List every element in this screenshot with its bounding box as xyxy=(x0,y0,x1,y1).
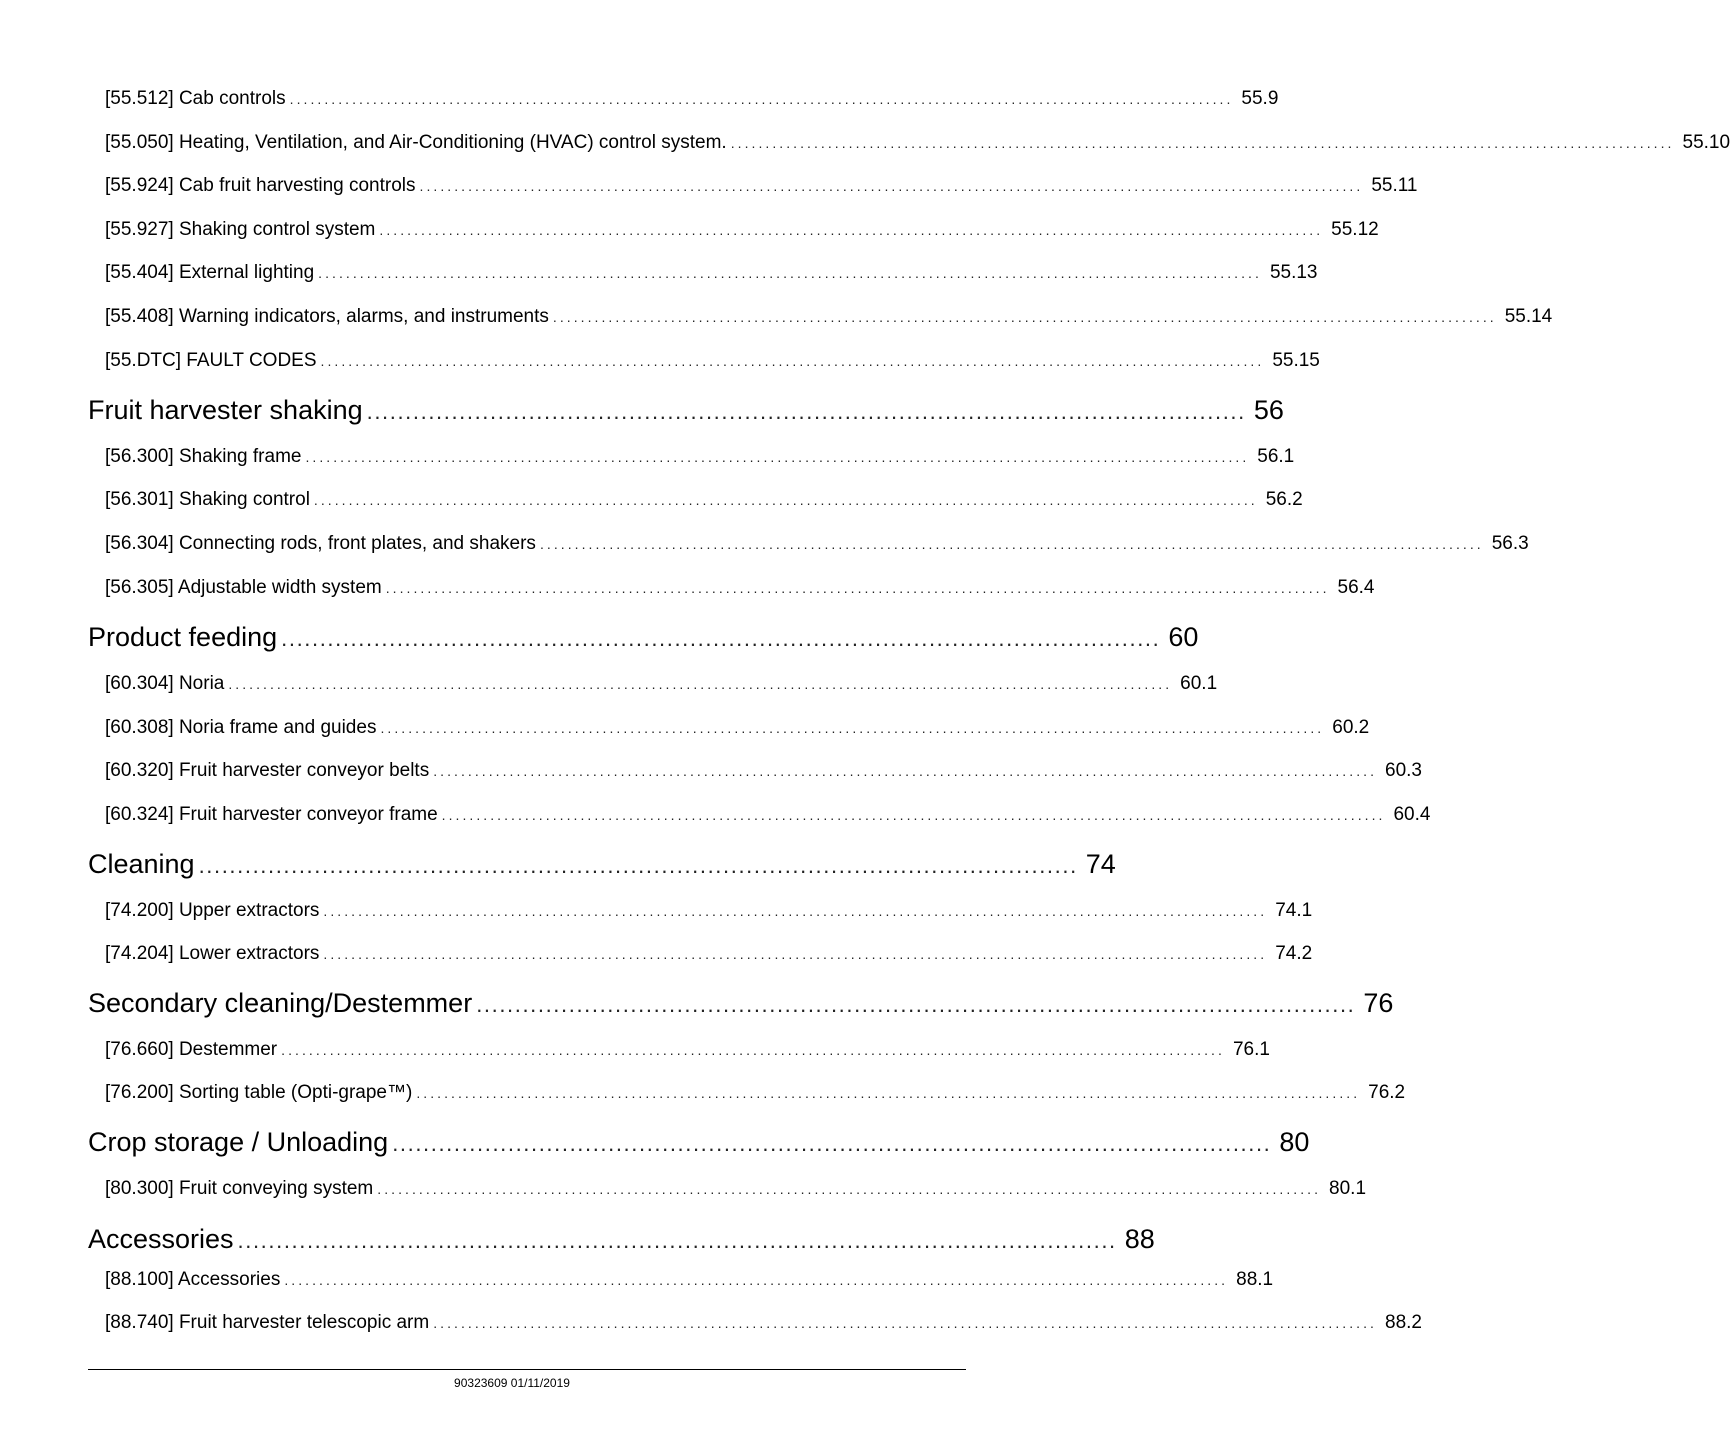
dot-leader: .................................................................................................................. xyxy=(237,1228,1117,1253)
toc-chapter-page: 80 xyxy=(1279,1127,1310,1157)
toc-entry-title: [74.200] Upper extractors xyxy=(105,900,320,921)
toc-entry-title: [56.300] Shaking frame xyxy=(105,446,302,467)
dot-leader: ........................................................................................................................................ xyxy=(289,91,1234,107)
toc-chapter-title: Accessories xyxy=(88,1224,234,1254)
toc-entry-title: [55.924] Cab fruit harvesting controls xyxy=(105,175,416,196)
toc-chapter[interactable] xyxy=(88,849,1116,880)
dot-leader: ........................................................................................................................................ xyxy=(730,135,1675,151)
toc-entry-page: 88.1 xyxy=(1236,1269,1274,1290)
toc-entry-page: 60.4 xyxy=(1393,804,1431,825)
toc-entry[interactable] xyxy=(105,804,1431,826)
toc-entry-title: [55.512] Cab controls xyxy=(105,88,286,109)
toc-entry[interactable] xyxy=(105,350,1320,372)
toc-chapter-page: 56 xyxy=(1253,395,1284,425)
toc-entry-title: [88.740] Fruit harvester telescopic arm xyxy=(105,1312,430,1333)
dot-leader: ........................................................................................................................................ xyxy=(228,676,1173,692)
toc-entry-page: 88.2 xyxy=(1385,1312,1422,1333)
dot-leader: ........................................................................................................................................ xyxy=(377,1181,1322,1197)
toc-chapter-title: Cleaning xyxy=(88,849,195,879)
dot-leader: ........................................................................................................................................ xyxy=(419,178,1364,194)
toc-entry-page: 56.3 xyxy=(1491,533,1529,554)
dot-leader: ........................................................................................................................................ xyxy=(441,807,1386,823)
toc-entry-title: [76.660] Destemmer xyxy=(105,1039,278,1060)
toc-entry-title: [55.DTC] FAULT CODES xyxy=(105,350,317,371)
dot-leader: ........................................................................................................................................ xyxy=(320,353,1265,369)
toc-entry[interactable] xyxy=(105,673,1218,695)
dot-leader: .................................................................................................................. xyxy=(198,853,1078,878)
dot-leader: .................................................................................................................. xyxy=(392,1131,1272,1156)
toc-entry-page: 74.1 xyxy=(1275,900,1313,921)
toc-entry[interactable] xyxy=(105,219,1379,241)
toc-chapter-page: 88 xyxy=(1124,1224,1155,1254)
toc-entry[interactable] xyxy=(105,1312,1422,1334)
toc-entry-title: [80.300] Fruit conveying system xyxy=(105,1178,374,1199)
toc-entry-page: 56.2 xyxy=(1265,489,1303,510)
toc-entry-title: [55.927] Shaking control system xyxy=(105,219,376,240)
toc-entry-page: 60.1 xyxy=(1180,673,1218,694)
dot-leader: ........................................................................................................................................ xyxy=(284,1272,1229,1288)
dot-leader: .................................................................................................................. xyxy=(366,399,1246,424)
toc-entry[interactable] xyxy=(105,306,1553,328)
toc-entry-title: [56.301] Shaking control xyxy=(105,489,310,510)
dot-leader: ........................................................................................................................................ xyxy=(323,946,1268,962)
toc-entry-page: 60.2 xyxy=(1332,717,1370,738)
toc-entry-page: 55.10 xyxy=(1682,132,1730,153)
toc-chapter-title: Fruit harvester shaking xyxy=(88,395,363,425)
toc-chapter[interactable] xyxy=(88,1224,1155,1255)
dot-leader: ........................................................................................................................................ xyxy=(313,492,1258,508)
toc-entry-page: 80.1 xyxy=(1329,1178,1367,1199)
dot-leader: ........................................................................................................................................ xyxy=(281,1042,1225,1058)
dot-leader: ........................................................................................................................................ xyxy=(323,903,1268,919)
toc-entry-title: [55.408] Warning indicators, alarms, and instruments xyxy=(105,306,549,327)
dot-leader: ........................................................................................................................................ xyxy=(385,580,1330,596)
footer-doc-id: 90323609 01/11/2019 xyxy=(454,1376,570,1390)
dot-leader: .................................................................................................................. xyxy=(476,992,1356,1017)
toc-entry-page: 76.1 xyxy=(1232,1039,1270,1060)
toc-entry-title: [60.320] Fruit harvester conveyor belts xyxy=(105,760,430,781)
toc-entry-title: [55.404] External lighting xyxy=(105,262,315,283)
toc-entry[interactable] xyxy=(105,760,1422,782)
toc-entry[interactable] xyxy=(105,1039,1270,1061)
toc-entry[interactable] xyxy=(105,1178,1367,1200)
dot-leader: ........................................................................................................................................ xyxy=(379,222,1324,238)
dot-leader: ........................................................................................................................................ xyxy=(433,1315,1377,1331)
toc-entry-page: 60.3 xyxy=(1385,760,1422,781)
toc-entry-page: 56.4 xyxy=(1337,577,1375,598)
toc-entry-title: [74.204] Lower extractors xyxy=(105,943,320,964)
toc-entry-page: 74.2 xyxy=(1275,943,1313,964)
toc-entry[interactable] xyxy=(105,1269,1274,1291)
toc-chapter[interactable] xyxy=(88,622,1199,653)
toc-chapter[interactable] xyxy=(88,1127,1310,1158)
toc-chapter-title: Secondary cleaning/Destemmer xyxy=(88,988,473,1018)
toc-entry[interactable] xyxy=(105,943,1313,965)
toc-entry[interactable] xyxy=(105,900,1313,922)
toc-entry[interactable] xyxy=(105,489,1303,511)
toc-entry[interactable] xyxy=(105,175,1418,197)
toc-entry[interactable] xyxy=(105,132,1730,154)
toc-entry-page: 55.11 xyxy=(1371,175,1418,196)
toc-entry-title: [56.304] Connecting rods, front plates, and shakers xyxy=(105,533,536,554)
toc-entry-page: 55.14 xyxy=(1504,306,1553,327)
toc-chapter-title: Product feeding xyxy=(88,622,278,652)
toc-entry[interactable] xyxy=(105,1082,1406,1104)
toc-chapter-page: 74 xyxy=(1085,849,1116,879)
toc-entry-title: [76.200] Sorting table (Opti-grape™) xyxy=(105,1082,413,1103)
toc-chapter[interactable] xyxy=(88,988,1394,1019)
dot-leader: ........................................................................................................................................ xyxy=(433,763,1378,779)
toc-entry-page: 55.9 xyxy=(1241,88,1279,109)
dot-leader: .................................................................................................................. xyxy=(281,626,1161,651)
toc-entry[interactable] xyxy=(105,533,1529,555)
toc-entry[interactable] xyxy=(105,88,1279,110)
toc-entry[interactable] xyxy=(105,717,1370,739)
toc-chapter[interactable] xyxy=(88,395,1284,426)
dot-leader: ........................................................................................................................................ xyxy=(416,1085,1361,1101)
dot-leader: ........................................................................................................................................ xyxy=(305,449,1250,465)
dot-leader: ........................................................................................................................................ xyxy=(318,265,1262,281)
toc-entry-title: [56.305] Adjustable width system xyxy=(105,577,382,598)
toc-entry-page: 56.1 xyxy=(1257,446,1295,467)
toc-entry-title: [60.304] Noria xyxy=(105,673,225,694)
toc-chapter-title: Crop storage / Unloading xyxy=(88,1127,389,1157)
toc-entry-title: [60.308] Noria frame and guides xyxy=(105,717,377,738)
toc-entry-page: 76.2 xyxy=(1368,1082,1406,1103)
toc-entry-title: [88.100] Accessories xyxy=(105,1269,281,1290)
toc-entry-page: 55.13 xyxy=(1269,262,1318,283)
toc-entry[interactable] xyxy=(105,262,1318,284)
footer-divider xyxy=(88,1369,966,1370)
dot-leader: ........................................................................................................................................ xyxy=(539,536,1484,552)
dot-leader: ........................................................................................................................................ xyxy=(552,309,1497,325)
toc-entry-page: 55.15 xyxy=(1272,350,1320,371)
toc-entry[interactable] xyxy=(105,577,1375,599)
toc-entry-title: [55.050] Heating, Ventilation, and Air-Conditioning (HVAC) control system. xyxy=(105,132,727,153)
toc-entry[interactable] xyxy=(105,446,1295,468)
toc-entry-title: [60.324] Fruit harvester conveyor frame xyxy=(105,804,438,825)
toc-chapter-page: 60 xyxy=(1168,622,1199,652)
toc-entry-page: 55.12 xyxy=(1331,219,1379,240)
toc-chapter-page: 76 xyxy=(1363,988,1394,1018)
dot-leader: ........................................................................................................................................ xyxy=(380,720,1325,736)
